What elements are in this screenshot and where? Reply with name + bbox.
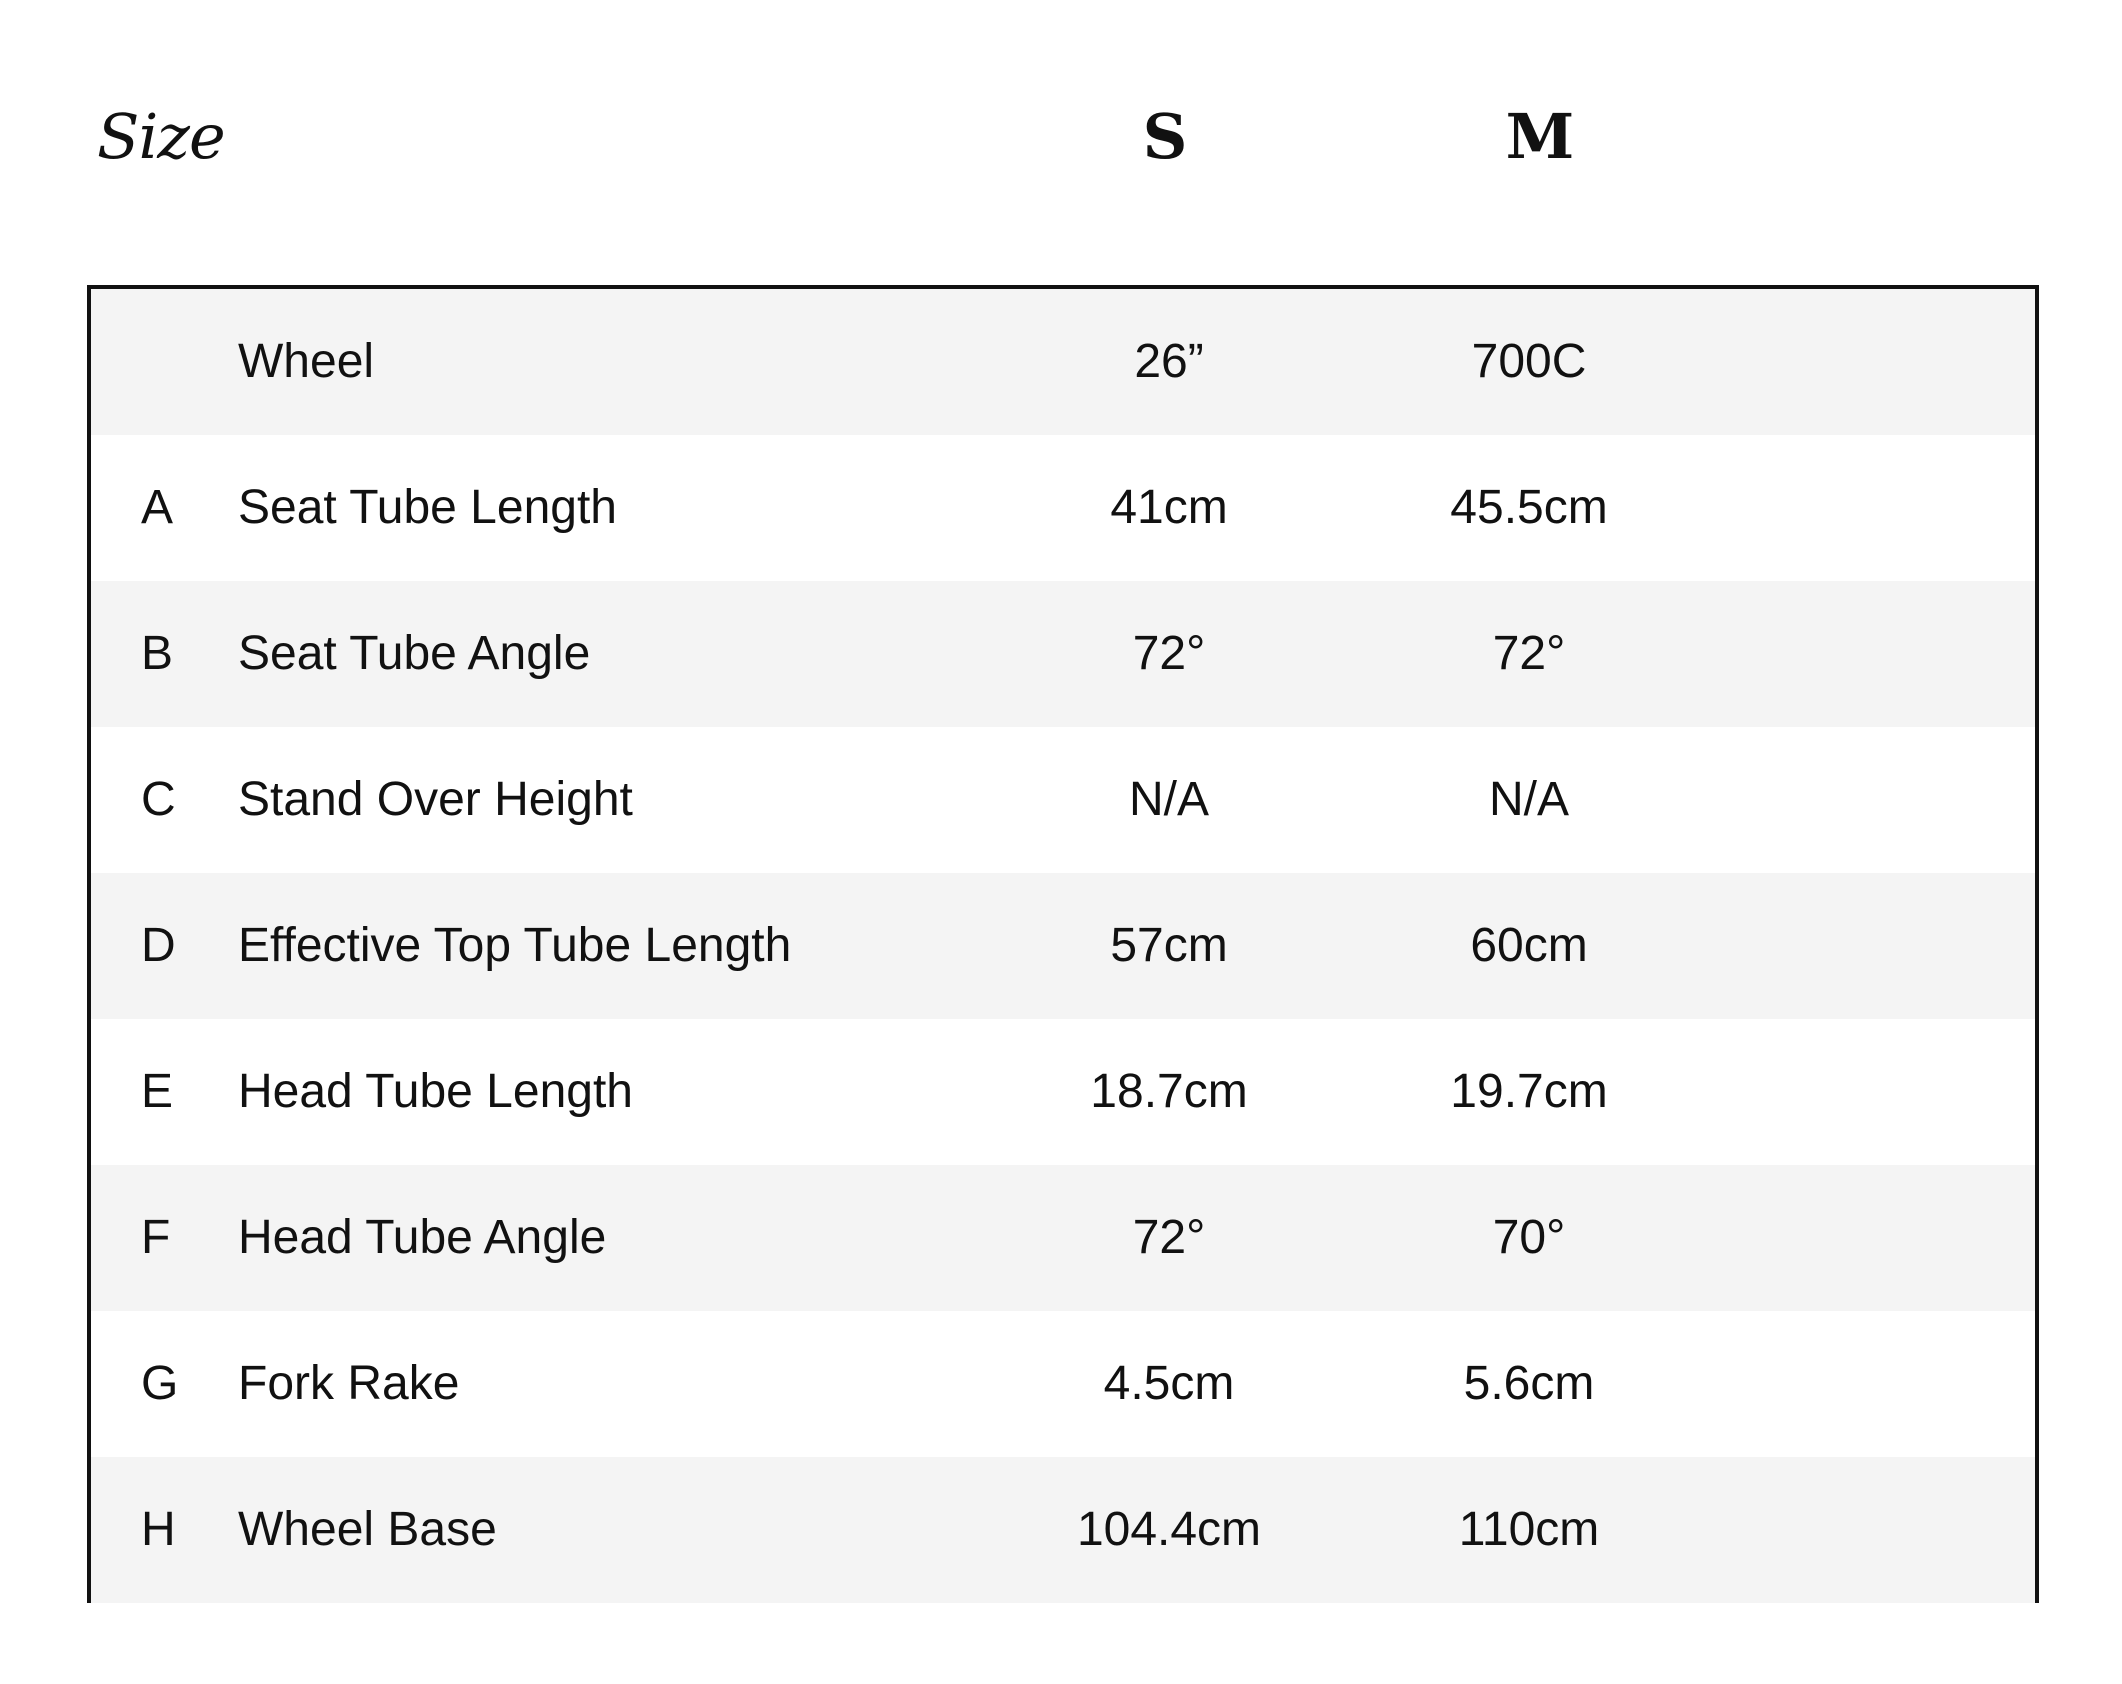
row-label: Effective Top Tube Length [238, 919, 792, 972]
row-value-m: 45.5cm [1450, 481, 1608, 534]
row-label: Head Tube Angle [238, 1211, 607, 1264]
row-letter: F [141, 1211, 171, 1264]
size-title: Size [97, 100, 225, 173]
row-value-s: 104.4cm [1076, 1503, 1262, 1556]
row-value-s: 26” [1134, 335, 1204, 388]
row-letter: C [141, 773, 176, 826]
size-column-s-header: S [1142, 100, 1188, 173]
table-row-stand-over-height [91, 727, 2035, 873]
row-label: Wheel [238, 335, 375, 388]
row-value-m: 110cm [1458, 1503, 1600, 1556]
row-value-s: N/A [1128, 773, 1209, 826]
row-value-s: 18.7cm [1090, 1065, 1248, 1118]
row-label: Head Tube Length [238, 1065, 633, 1118]
row-value-s: 72° [1132, 1211, 1206, 1264]
table-row-seat-tube-angle [91, 581, 2035, 727]
row-value-s: 41cm [1110, 481, 1228, 534]
row-letter: D [141, 919, 176, 972]
table-row-wheel [91, 289, 2035, 435]
row-value-m: 60cm [1470, 919, 1588, 972]
row-label: Wheel Base [238, 1503, 497, 1556]
row-value-s: 57cm [1110, 919, 1228, 972]
row-label: Fork Rake [238, 1357, 460, 1410]
row-value-m: N/A [1488, 773, 1569, 826]
table-row-effective-top-tube-length [91, 873, 2035, 1019]
row-label: Stand Over Height [238, 773, 633, 826]
row-letter: G [141, 1357, 179, 1410]
row-letter: H [141, 1503, 176, 1556]
table-row-head-tube-angle [91, 1165, 2035, 1311]
geometry-table [87, 285, 2039, 1603]
row-value-s: 4.5cm [1103, 1357, 1235, 1410]
size-column-m-header: M [1505, 100, 1575, 173]
row-value-s: 72° [1132, 627, 1206, 680]
row-letter [141, 289, 201, 435]
row-value-m: 72° [1492, 627, 1566, 680]
table-row-seat-tube-length [91, 435, 2035, 581]
row-value-m: 19.7cm [1450, 1065, 1608, 1118]
row-letter: A [141, 481, 174, 534]
row-label: Seat Tube Length [238, 481, 617, 534]
row-letter: E [141, 1065, 174, 1118]
size-header [0, 0, 2122, 270]
row-value-m: 70° [1492, 1211, 1566, 1264]
row-label: Seat Tube Angle [238, 627, 591, 680]
row-letter: B [141, 627, 174, 680]
row-value-m: 700C [1471, 335, 1587, 388]
table-row-wheel-base [91, 1457, 2035, 1603]
table-row-head-tube-length [91, 1019, 2035, 1165]
row-value-m: 5.6cm [1463, 1357, 1595, 1410]
table-row-fork-rake [91, 1311, 2035, 1457]
